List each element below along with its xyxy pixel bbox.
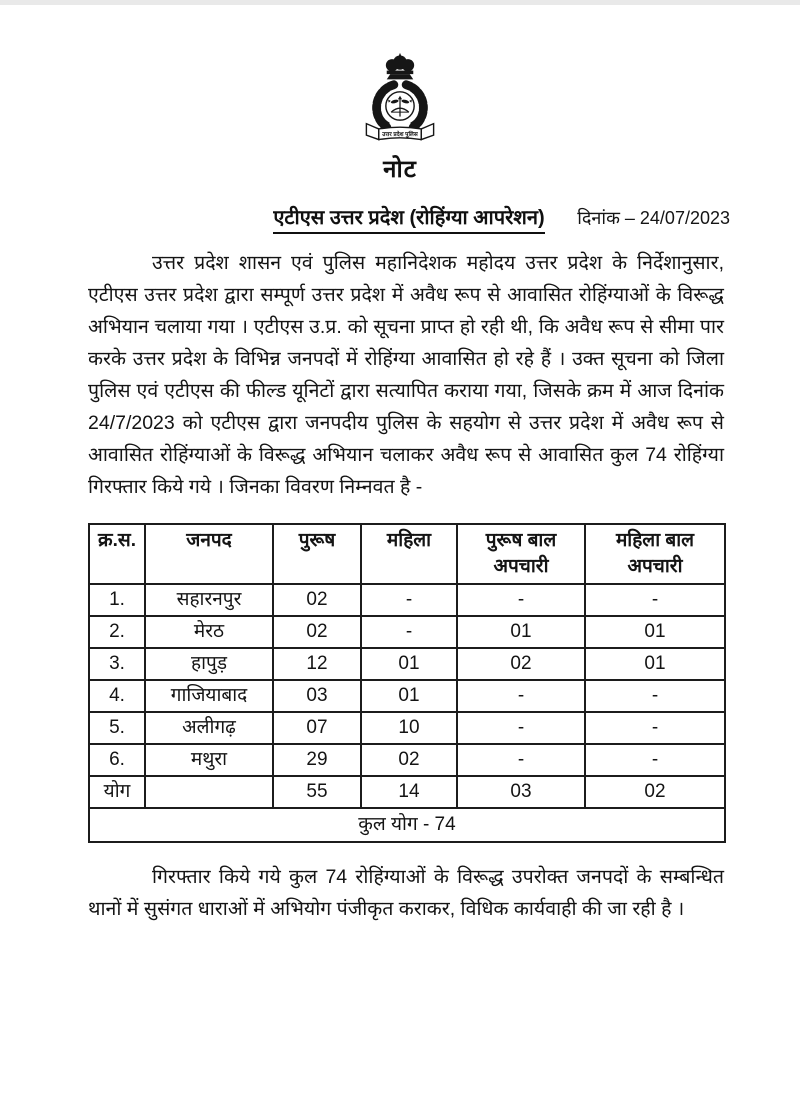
- header-female: महिला: [361, 524, 457, 584]
- cell-serial: 1.: [89, 584, 145, 616]
- cell-male-juvenile: -: [457, 680, 585, 712]
- main-paragraph: उत्तर प्रदेश शासन एवं पुलिस महानिदेशक महोदय उत्तर प्रदेश के निर्देशानुसार, एटीएस उत्तर प्रदेश द्वारा सम्पूर्ण उत्तर प्रदेश में अवैध रूप से आवासित रोहिंग्याओं के विरूद्ध अभियान चलाया गया । एटीएस उ.प्र. को सूचना प्राप्त हो रही थी, कि अवैध रूप से सीमा पार करके उत्तर प्रदेश के विभिन्न जनपदों में रोहिंग्या आवासित हो रहे हैं । उक्त सूचना को जिला पुलिस एवं एटीएस की फील्ड यूनिटों द्वारा सत्यापित कराया गया, जिसके क्रम में आज दिनांक 24/7/2023 को एटीएस द्वारा जनपदीय पुलिस के सहयोग से उत्तर प्रदेश में अवैध रूप से आवासित रोहिंग्याओं के विरूद्ध अभियान चलाकर अवैध रूप से आवासित कुल 74 रोहिंग्या गिरफ्तार किये गये । जिनका विवरण निम्नवत है -: [88, 252, 724, 498]
- cell-female: 01: [361, 648, 457, 680]
- cell-serial: 2.: [89, 616, 145, 648]
- logo-ribbon-text: उत्तर प्रदेश पुलिस: [382, 132, 418, 139]
- cell-district: गाजियाबाद: [145, 680, 273, 712]
- cell-female: -: [361, 616, 457, 648]
- cell-male-juvenile: 02: [457, 648, 585, 680]
- cell-district: मथुरा: [145, 744, 273, 776]
- cell-male: 02: [273, 584, 361, 616]
- cell-grand-total: कुल योग - 74: [89, 808, 725, 842]
- scan-top-edge: [0, 0, 800, 5]
- cell-male-juvenile: 01: [457, 616, 585, 648]
- cell-serial: 4.: [89, 680, 145, 712]
- cell-female: 01: [361, 680, 457, 712]
- cell-female: -: [361, 584, 457, 616]
- cell-total-label: योग: [89, 776, 145, 808]
- cell-total-female: 14: [361, 776, 457, 808]
- cell-male-juvenile: -: [457, 584, 585, 616]
- up-police-crest-icon: [345, 52, 455, 144]
- cell-male: 29: [273, 744, 361, 776]
- arrest-summary-table: [88, 523, 726, 843]
- cell-district: हापुड़: [145, 648, 273, 680]
- cell-male: 03: [273, 680, 361, 712]
- header-serial: क्र.स.: [89, 524, 145, 584]
- document-heading: नोट: [383, 156, 417, 183]
- cell-serial: 3.: [89, 648, 145, 680]
- cell-female: 10: [361, 712, 457, 744]
- cell-total-male: 55: [273, 776, 361, 808]
- cell-male: 07: [273, 712, 361, 744]
- header-district: जनपद: [145, 524, 273, 584]
- cell-total-male-juvenile: 03: [457, 776, 585, 808]
- cell-male: 12: [273, 648, 361, 680]
- cell-serial: 6.: [89, 744, 145, 776]
- cell-district: सहारनपुर: [145, 584, 273, 616]
- document-date: दिनांक – 24/07/2023: [577, 208, 730, 228]
- cell-male-juvenile: -: [457, 744, 585, 776]
- document-title: एटीएस उत्तर प्रदेश (रोहिंग्या आपरेशन): [273, 203, 544, 234]
- table-grand-total-row: [89, 808, 725, 842]
- cell-female-juvenile: 01: [585, 616, 725, 648]
- table-header-row: [89, 524, 725, 584]
- table-row: [89, 616, 725, 648]
- cell-male: 02: [273, 616, 361, 648]
- cell-serial: 5.: [89, 712, 145, 744]
- cell-male-juvenile: -: [457, 712, 585, 744]
- table-row: [89, 680, 725, 712]
- table-row: [89, 712, 725, 744]
- cell-total-district: [145, 776, 273, 808]
- title-row: [0, 203, 800, 235]
- header-male: पुरूष: [273, 524, 361, 584]
- cell-female-juvenile: -: [585, 744, 725, 776]
- table-row: [89, 584, 725, 616]
- cell-female-juvenile: 01: [585, 648, 725, 680]
- cell-female-juvenile: -: [585, 584, 725, 616]
- closing-paragraph: गिरफ्तार किये गये कुल 74 रोहिंग्याओं के विरूद्ध उपरोक्त जनपदों के सम्बन्धित थानों में सुसंगत धाराओं में अभियोग पंजीकृत कराकर, विधिक कार्यवाही की जा रही है ।: [88, 866, 724, 920]
- table-total-row: [89, 776, 725, 808]
- table-row: [89, 744, 725, 776]
- cell-female: 02: [361, 744, 457, 776]
- cell-female-juvenile: -: [585, 680, 725, 712]
- header-male-juvenile: पुरूष बाल अपचारी: [457, 524, 585, 584]
- cell-district: मेरठ: [145, 616, 273, 648]
- cell-total-female-juvenile: 02: [585, 776, 725, 808]
- cell-female-juvenile: -: [585, 712, 725, 744]
- table-row: [89, 648, 725, 680]
- header-female-juvenile: महिला बाल अपचारी: [585, 524, 725, 584]
- cell-district: अलीगढ़: [145, 712, 273, 744]
